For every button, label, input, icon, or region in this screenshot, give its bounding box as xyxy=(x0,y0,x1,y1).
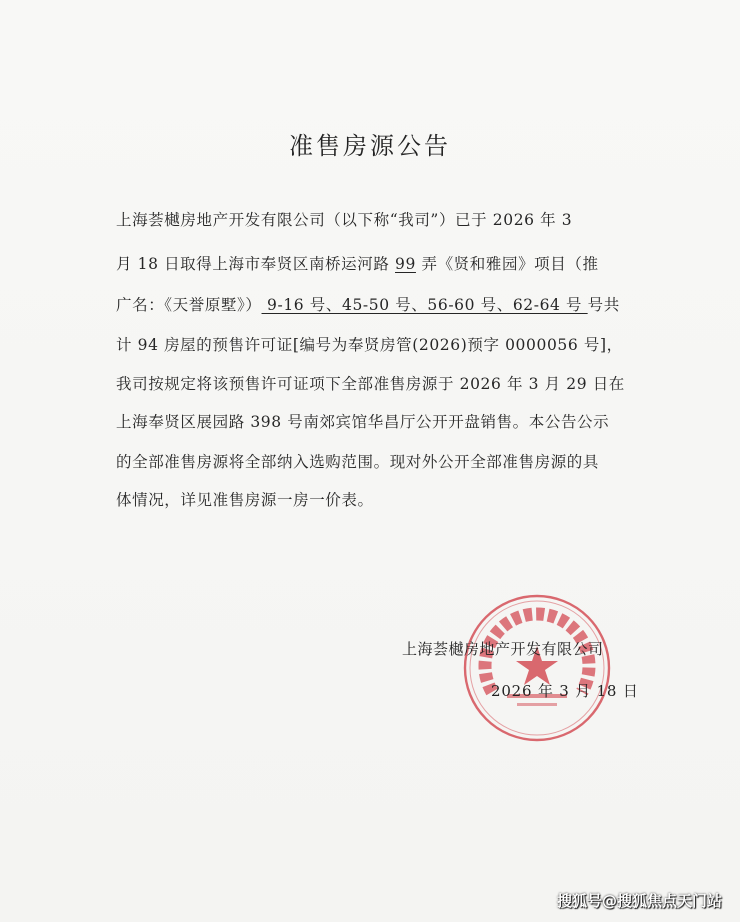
line-3-text-c: 号共 xyxy=(587,296,620,314)
line-2-text-c: 弄《贤和雅园》项目（推 xyxy=(415,255,599,273)
line-2-lane-number: 99 xyxy=(395,255,416,273)
line-3-building-numbers: 9-16 号、45-50 号、56-60 号、62-64 号 xyxy=(261,296,588,314)
paragraph-line-1 xyxy=(116,208,572,230)
line-5-text: 我司按规定将该预售许可证项下全部准售房源于 2026 年 3 月 29 日在 xyxy=(116,375,625,393)
document-title: 准售房源公告 xyxy=(289,132,451,160)
line-7-text: 的全部准售房源将全部纳入选购范围。现对外公开全部准售房源的具 xyxy=(116,453,600,471)
company-seal-icon xyxy=(461,592,613,744)
line-6-text: 上海奉贤区展园路 398 号南郊宾馆华昌厅公开开盘销售。本公告公示 xyxy=(116,413,610,431)
paragraph-line-2 xyxy=(116,252,599,274)
paragraph-line-8 xyxy=(116,488,374,510)
line-3-text-a: 广名：《天誉原墅》） xyxy=(116,296,262,314)
source-watermark: 搜狐号@搜狐焦点天门站 xyxy=(557,892,723,910)
company-signature: 上海荟樾房地产开发有限公司 xyxy=(402,640,604,658)
line-1-text: 上海荟樾房地产开发有限公司（以下称“我司”）已于 2026 年 3 xyxy=(116,211,573,229)
line-2-text-a: 月 18 日取得上海市奉贤区南桥运河路 xyxy=(116,255,396,273)
signature-date: 2026 年 3 月 18 日 xyxy=(491,682,639,700)
paragraph-line-6 xyxy=(116,410,609,432)
paragraph-line-5 xyxy=(116,372,625,394)
line-8-text: 体情况，详见准售房源一房一价表。 xyxy=(116,491,374,509)
line-4-text: 计 94 房屋的预售许可证[编号为奉贤房管(2026)预字 0000056 号]， xyxy=(116,336,623,354)
paragraph-line-7 xyxy=(116,450,599,472)
paragraph-line-3 xyxy=(116,293,620,315)
paragraph-line-4 xyxy=(116,333,623,355)
